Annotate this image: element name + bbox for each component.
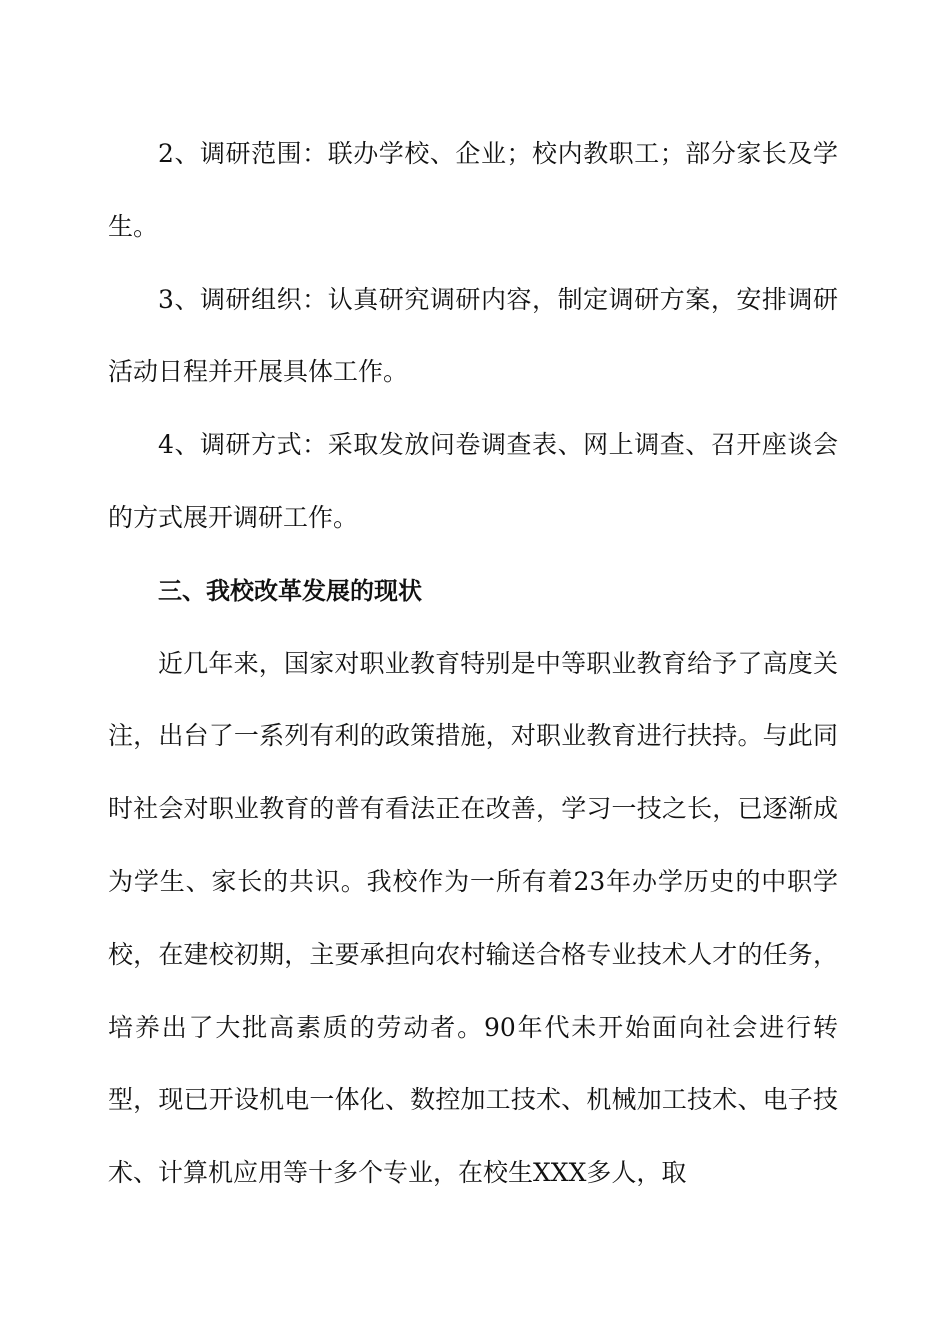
document-body — [108, 118, 838, 1210]
paragraph-research-organization: 3、调研组织：认真研究调研内容，制定调研方案，安排调研活动日程并开展具体工作。 — [108, 284, 838, 387]
paragraph-school-status: 近几年来，国家对职业教育特别是中等职业教育给予了高度关注，出台了一系列有利的政策措施，对职业教育进行扶持。与此同时社会对职业教育的普有看法正在改善，学习一技之长，已逐渐成为学生、家长的共识。我校作为一所有着23年办学历史的中职学校，在建校初期，主要承担向农村输送合格专业技术人才的任务，培养出了大批高素质的劳动者。90年代未开始面向社会进行转型，现已开设机电一体化、数控加工技术、机械加工技术、电子技术、计算机应用等十多个专业，在校生XXX多人，取 — [108, 648, 838, 1188]
paragraph-research-scope: 2、调研范围：联办学校、企业；校内教职工；部分家长及学生。 — [108, 139, 838, 241]
paragraph-research-method: 4、调研方式：采取发放问卷调查表、网上调查、召开座谈会的方式展开调研工作。 — [108, 430, 838, 532]
section-heading: 三、我校改革发展的现状 — [158, 576, 422, 605]
